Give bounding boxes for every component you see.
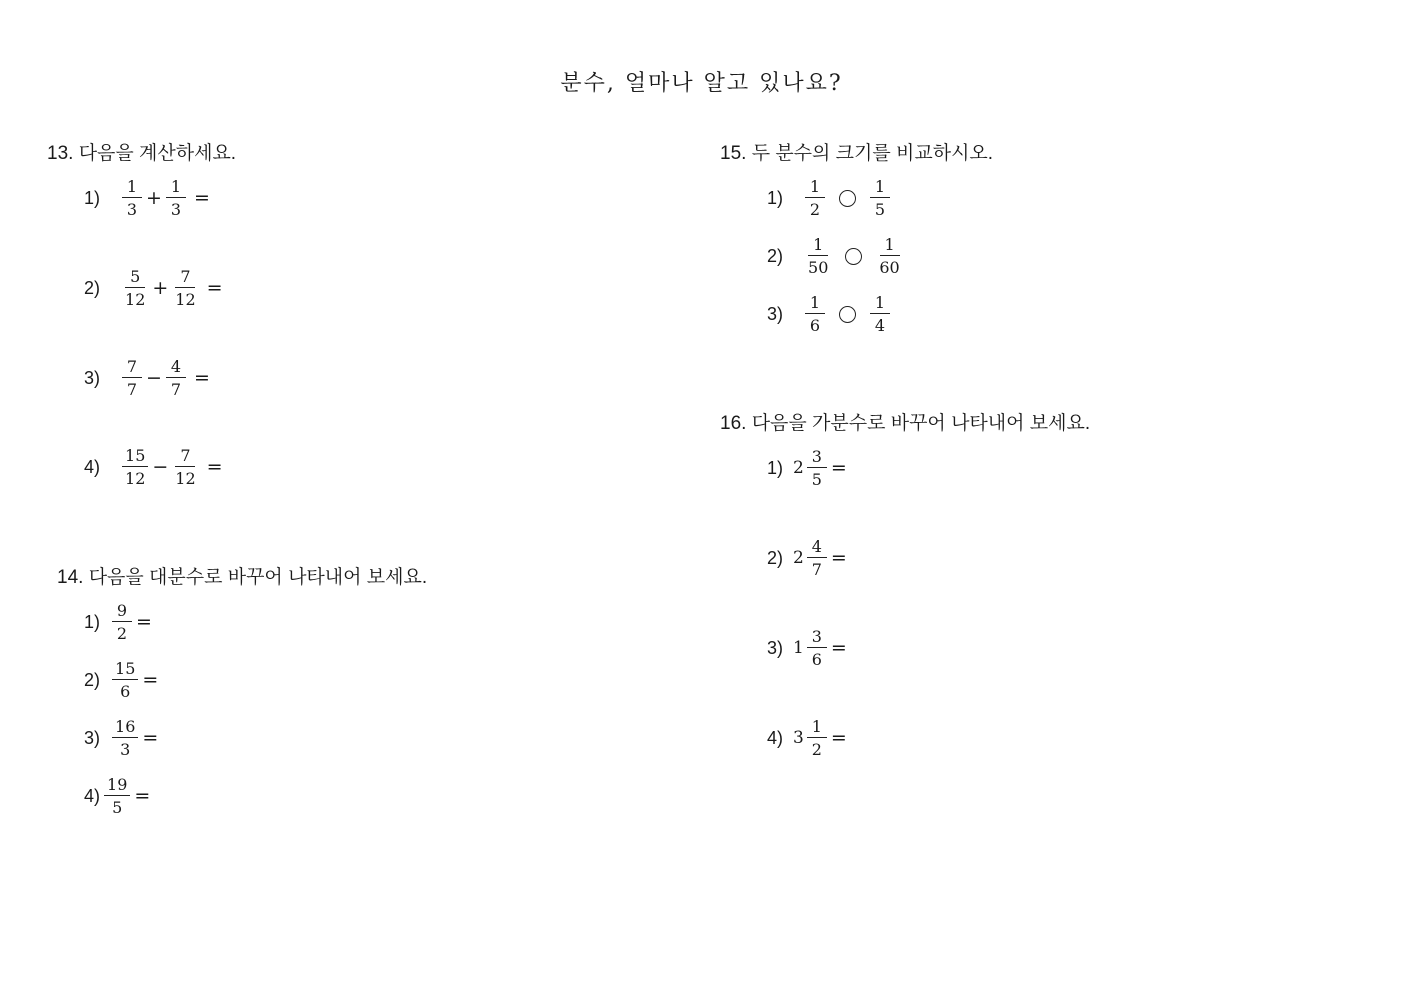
- fraction: $\frac{7}{7}$: [122, 357, 142, 399]
- q14-item-4: [84, 775, 152, 817]
- q16-item-4: [767, 717, 849, 759]
- equals-sign: =: [830, 457, 847, 479]
- q13-item-2: [84, 267, 229, 309]
- operator: −: [146, 367, 162, 389]
- equals-sign: =: [206, 277, 223, 299]
- q15-item-1: [767, 177, 892, 219]
- q14-item-2: [84, 659, 160, 701]
- fraction: $\frac{1}{4}$: [870, 293, 890, 335]
- whole-number: 2: [793, 548, 804, 568]
- q13-item-1: [84, 177, 216, 219]
- fraction: $\frac{19}{5}$: [104, 775, 130, 817]
- fraction: $\frac{3}{6}$: [807, 627, 827, 669]
- equals-sign: =: [193, 187, 210, 209]
- q14-item-3: [84, 717, 160, 759]
- fraction: $\frac{15}{12}$: [122, 446, 148, 488]
- fraction: $\frac{3}{5}$: [807, 447, 827, 489]
- operator: +: [146, 187, 162, 209]
- q13-heading: 13. 다음을 계산하세요.: [47, 143, 237, 164]
- fraction: $\frac{7}{12}$: [175, 446, 196, 488]
- item-number: 2): [84, 277, 101, 298]
- compare-circle-icon[interactable]: [839, 306, 856, 323]
- q14-item-1: [84, 601, 154, 643]
- fraction: $\frac{4}{7}$: [166, 357, 186, 399]
- equals-sign: =: [193, 367, 210, 389]
- operator: +: [152, 277, 169, 299]
- item-number: 1): [84, 611, 101, 632]
- q16-item-3: [767, 627, 849, 669]
- q15-item-3: [767, 293, 892, 335]
- fraction: $\frac{1}{3}$: [166, 177, 186, 219]
- equals-sign: =: [830, 727, 847, 749]
- page-title: 분수, 얼마나 알고 있나요?: [560, 71, 843, 96]
- item-number: 4): [767, 727, 784, 748]
- q16-item-2: [767, 537, 849, 579]
- item-number: 4): [84, 785, 101, 806]
- fraction: $\frac{1}{5}$: [870, 177, 890, 219]
- fraction: $\frac{1}{6}$: [805, 293, 825, 335]
- equals-sign: =: [830, 547, 847, 569]
- fraction: $\frac{1}{50}$: [808, 235, 829, 277]
- equals-sign: =: [134, 785, 151, 807]
- q16-item-1: [767, 447, 849, 489]
- item-number: 1): [84, 187, 101, 208]
- item-number: 2): [84, 669, 101, 690]
- item-number: 4): [84, 456, 101, 477]
- compare-circle-icon[interactable]: [845, 248, 862, 265]
- fraction: $\frac{15}{6}$: [112, 659, 138, 701]
- equals-sign: =: [142, 727, 159, 749]
- q13-item-3: [84, 357, 216, 399]
- fraction: $\frac{4}{7}$: [807, 537, 827, 579]
- operator: −: [152, 456, 169, 478]
- item-number: 3): [767, 637, 784, 658]
- q16-heading: 16. 다음을 가분수로 바꾸어 나타내어 보세요.: [720, 413, 1091, 434]
- fraction: $\frac{5}{12}$: [125, 267, 146, 309]
- equals-sign: =: [136, 611, 152, 633]
- equals-sign: =: [142, 669, 159, 691]
- equals-sign: =: [206, 456, 223, 478]
- fraction: $\frac{16}{3}$: [112, 717, 138, 759]
- item-number: 1): [767, 457, 784, 478]
- whole-number: 3: [793, 728, 804, 748]
- q13-item-4: [84, 446, 229, 488]
- fraction: $\frac{9}{2}$: [112, 601, 132, 643]
- whole-number: 1: [793, 638, 804, 658]
- equals-sign: =: [830, 637, 847, 659]
- item-number: 2): [767, 245, 784, 266]
- fraction: $\frac{1}{2}$: [807, 717, 827, 759]
- item-number: 1): [767, 187, 784, 208]
- item-number: 2): [767, 547, 784, 568]
- fraction: $\frac{1}{2}$: [805, 177, 825, 219]
- item-number: 3): [84, 367, 101, 388]
- compare-circle-icon[interactable]: [839, 190, 856, 207]
- q14-heading: 14. 다음을 대분수로 바꾸어 나타내어 보세요.: [57, 567, 428, 588]
- fraction: $\frac{7}{12}$: [175, 267, 196, 309]
- item-number: 3): [767, 303, 784, 324]
- q15-heading: 15. 두 분수의 크기를 비교하시오.: [720, 143, 994, 164]
- fraction: $\frac{1}{60}$: [879, 235, 900, 277]
- q15-item-2: [767, 235, 905, 277]
- whole-number: 2: [793, 458, 804, 478]
- item-number: 3): [84, 727, 101, 748]
- fraction: $\frac{1}{3}$: [122, 177, 142, 219]
